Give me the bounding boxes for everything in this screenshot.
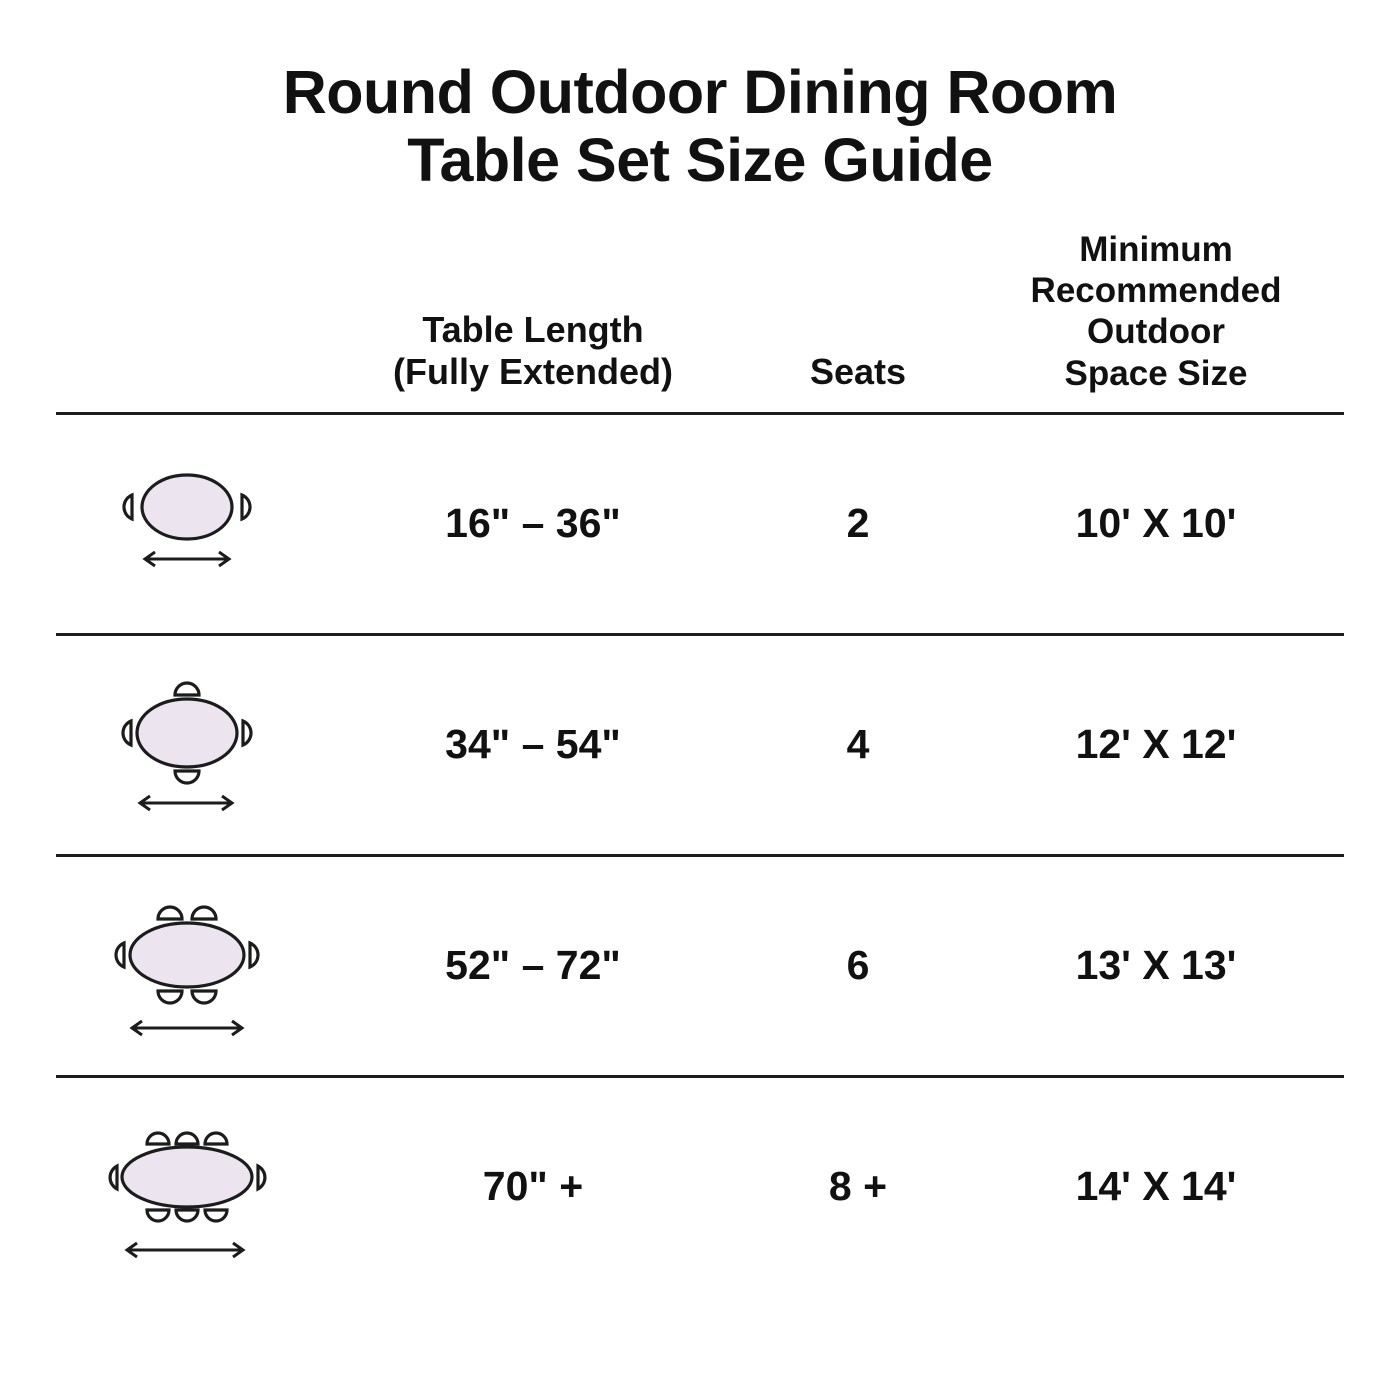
table-row xyxy=(56,857,1344,1075)
header-table-length xyxy=(318,309,748,394)
header-space-line3: Outdoor xyxy=(1086,312,1226,352)
table-row xyxy=(56,636,1344,854)
header-seats-label: Seats xyxy=(809,351,907,393)
round-table-4-seats-diagram xyxy=(56,655,318,835)
cell-seats: 6 xyxy=(846,942,870,989)
header-space-line1: Minimum xyxy=(1079,229,1233,269)
table-row xyxy=(56,1078,1344,1296)
header-table-length-line1: Table Length xyxy=(422,308,644,350)
cell-space-size: 13' X 13' xyxy=(1075,942,1237,989)
cell-seats: 8 + xyxy=(828,1163,888,1210)
table-header-row xyxy=(56,229,1344,412)
round-table-2-seats-diagram xyxy=(56,459,318,589)
title-line-2: Table Set Size Guide xyxy=(407,126,993,195)
header-seats xyxy=(748,351,968,393)
cell-space-size: 14' X 14' xyxy=(1075,1163,1237,1210)
table-row xyxy=(56,415,1344,633)
header-space-line2: Recommended xyxy=(1030,270,1282,310)
round-table-6-seats-diagram xyxy=(56,873,318,1058)
round-table-8-seats-diagram xyxy=(56,1092,318,1282)
title-line-1: Round Outdoor Dining Room xyxy=(282,58,1118,126)
header-table-length-line2: (Fully Extended) xyxy=(392,351,674,393)
cell-table-length: 16" – 36" xyxy=(445,500,621,547)
cell-seats: 2 xyxy=(846,500,870,547)
header-space-size xyxy=(968,229,1344,394)
cell-table-length: 34" – 54" xyxy=(445,721,621,768)
cell-table-length: 52" – 72" xyxy=(445,942,621,989)
cell-space-size: 10' X 10' xyxy=(1075,500,1237,547)
header-space-line4: Space Size xyxy=(1064,353,1248,393)
cell-space-size: 12' X 12' xyxy=(1075,721,1237,768)
page-title xyxy=(0,0,1400,195)
size-table xyxy=(0,229,1400,1296)
cell-table-length: 70" + xyxy=(482,1163,584,1210)
cell-seats: 4 xyxy=(846,721,870,768)
